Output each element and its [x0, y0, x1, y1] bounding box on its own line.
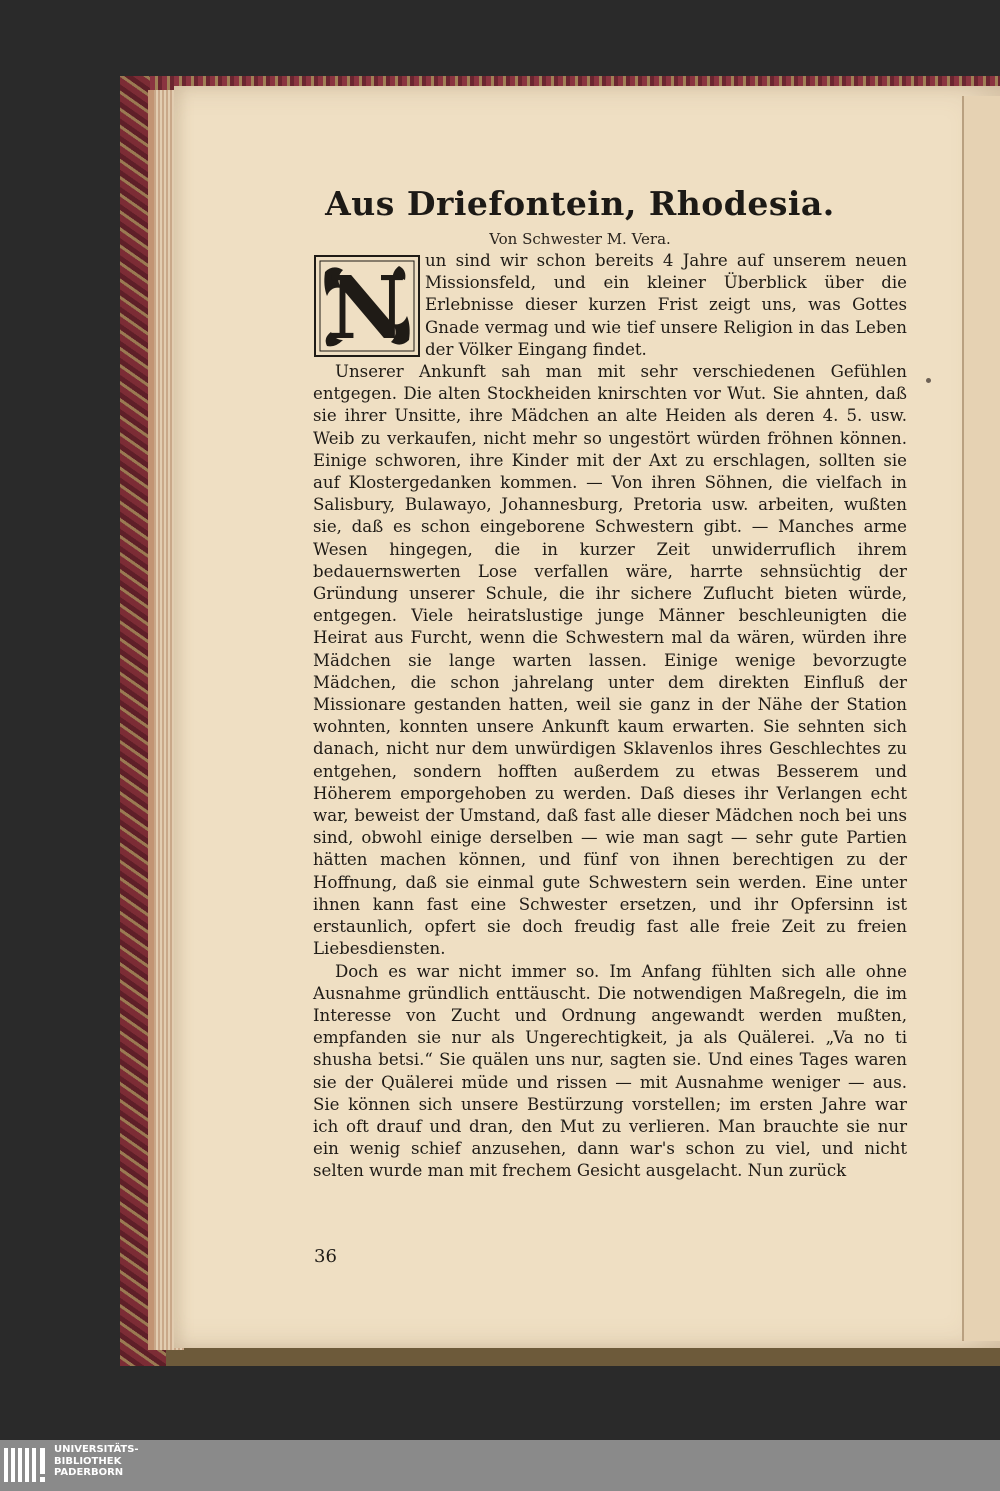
library-name-line-2: BIBLIOTHEK	[54, 1455, 122, 1467]
paragraph-1: un sind wir schon bereits 4 Jahre auf unserem neuen Missionsfeld, und ein kleiner Überblick über die Erlebnisse dieser kurzen Frist zeigt uns, was Gottes Gnade vermag und wie tief unsere Religion in das Leben der Völker Eingang findet.	[425, 251, 907, 359]
ink-speck	[926, 378, 931, 383]
drop-cap-letter: N	[327, 258, 407, 359]
library-name	[54, 1444, 139, 1479]
library-footer	[0, 1440, 1000, 1491]
paragraph-2: Unserer Ankunft sah man mit sehr verschiedenen Gefühlen entgegen. Die alten Stockheiden knirschten vor Wut. Sie ahnten, daß sie ihrer Unsitte, ihre Mädchen an alte Heiden als deren 4. 5. usw. Weib zu verkaufen, nicht mehr so ungestört würden fröhnen können. Einige schworen, ihre Kinder mit der Axt zu erschlagen, sollten sie auf Klostergedanken kommen. — Von ihren Söhnen, die vielfach in Salisbury, Bulawayo, Johannesburg, Pretoria usw. arbeiten, wußten sie, daß es schon eingeborene Schwestern gibt. — Manches arme Wesen hingegen, die in kurzer Zeit unwiderruflich ihrem bedauernswerten Lose verfallen wäre, harrte sehnsüchtig der Gründung unserer Schule, die ihr sichere Zuflucht bieten würde, entgegen. Viele heiratslustige junge Männer beschleunigten die Heirat aus Furcht, wenn die Schwestern mal da wären, würden ihre Mädchen sie lange warten lassen. Einige wenige bevorzugte Mädchen, die schon jahrelang unter dem direkten Einfluß der Missionare gestanden hatten, weil sie ganz in der Nähe der Station wohnten, konnten unsere Ankunft kaum erwarten. Sie sehnten sich danach, nicht nur dem unwürdigen Sklavenlos ihres Geschlechtes zu entgehen, sondern hofften außerdem zu etwas Besserem und Höherem emporgehoben zu werden. Daß dieses ihr Verlangen echt war, beweist der Umstand, daß fast alle dieser Mädchen noch bei uns sind, obwohl einige derselben — wie man sagt — sehr gute Partien hätten machen können, und fünf von ihnen berechtigen zu der Hoffnung, daß sie einmal gute Schwestern sein werden. Eine unter ihnen kann fast eine Schwester ersetzen, und ihr Opfersinn ist erstaunlich, opfert sie doch freudig fast alle freie Zeit zu freien Liebesdiensten.	[313, 362, 907, 959]
page-number: 36	[314, 1246, 337, 1267]
article-byline: Von Schwester M. Vera.	[489, 230, 671, 248]
library-name-line-3: PADERBORN	[54, 1467, 124, 1478]
library-logo-icon	[4, 1446, 48, 1484]
library-name-line-1: UNIVERSITÄTS-	[54, 1444, 139, 1455]
article-title: Aus Driefontein, Rhodesia.	[325, 184, 835, 223]
facing-page-edge	[962, 96, 1000, 1341]
article-body	[313, 250, 907, 1183]
drop-cap-initial	[313, 252, 421, 360]
paragraph-3: Doch es war nicht immer so. Im Anfang fühlten sich alle ohne Ausnahme gründlich enttäuscht. Die notwendigen Maßregeln, die im Interesse von Zucht und Ordnung angewandt werden mußten, empfanden sie nur als Ungerechtigkeit, ja als Quälerei. „Va no ti shusha betsi.“ Sie quälen uns nur, sagten sie. Und eines Tages waren sie der Quälerei müde und rissen — mit Ausnahme weniger — aus. Sie können sich unsere Bestürzung vorstellen; im ersten Jahre war ich oft drauf und dran, den Mut zu verlieren. Man brauchte sie nur ein wenig schief anzusehen, dann war's schon zu viel, und nicht selten wurde man mit frechem Gesicht ausgelacht. Nun zurück	[313, 961, 907, 1181]
